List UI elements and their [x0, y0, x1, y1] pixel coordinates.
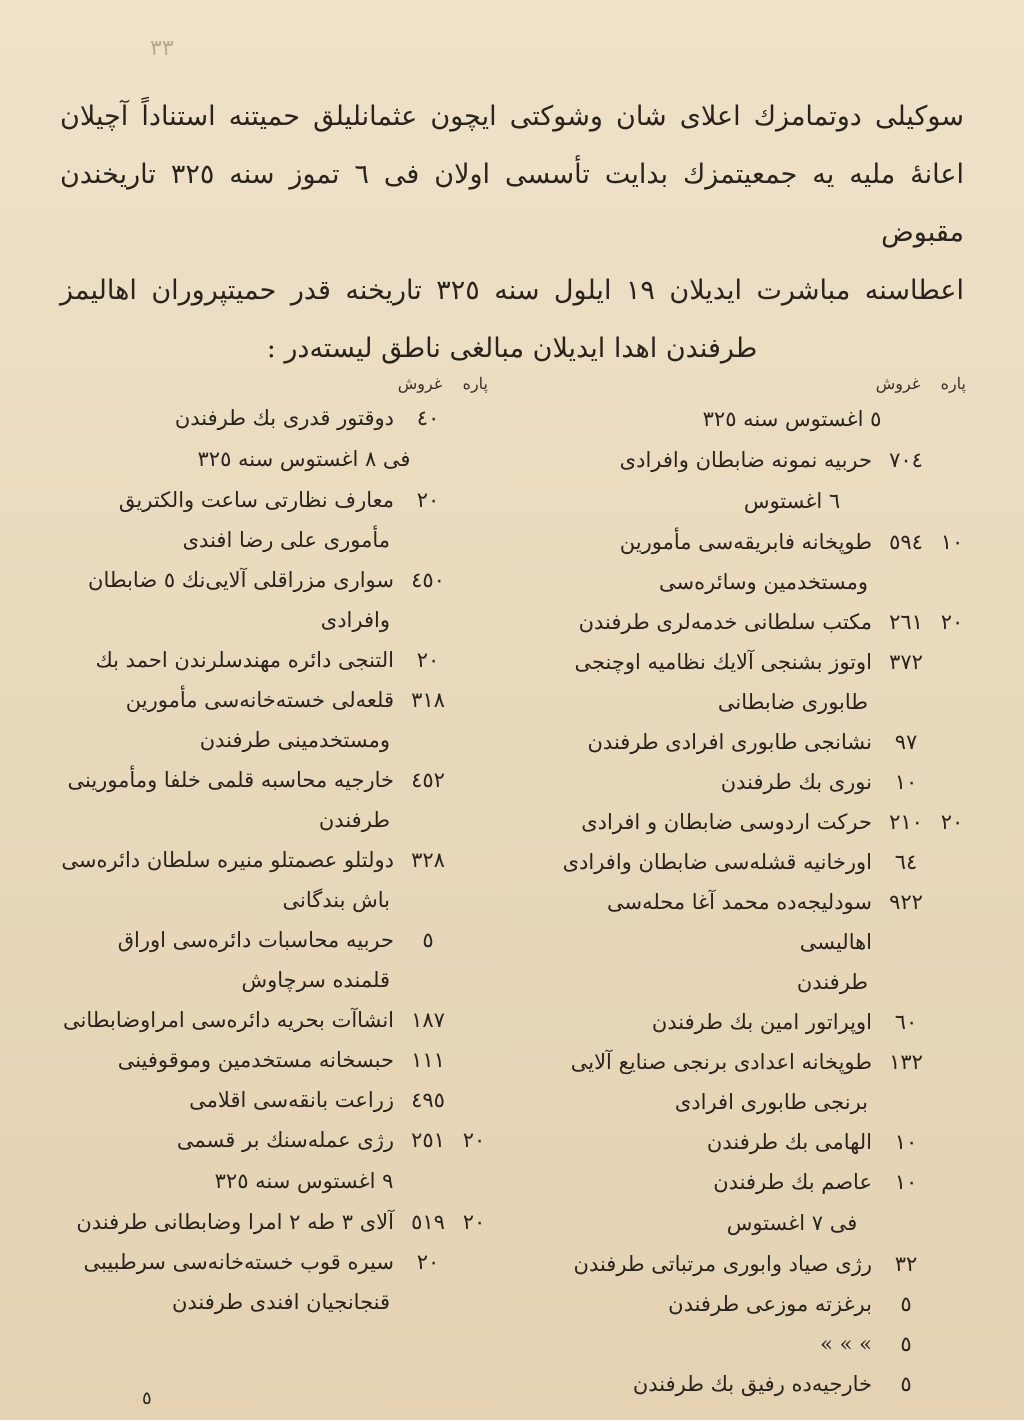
donation-entry — [552, 1364, 972, 1404]
amount-kurus: ٥ — [900, 1332, 912, 1356]
amount-kurus: ٢٦١ — [889, 610, 923, 634]
donation-entry — [54, 398, 494, 438]
intro-line: طرفندن اهدا ايديلان مبالغى ناطق ليسته‌در : — [266, 333, 758, 364]
header-para: پاره — [940, 374, 966, 393]
amount-kurus: ٢١٠ — [889, 810, 923, 834]
donor-description — [552, 1042, 880, 1122]
amount-kurus: ٤٠ — [416, 406, 440, 430]
description-line: طوپخانه اعدادى برنجى صنايع آلايى — [570, 1050, 872, 1074]
donor-description — [552, 522, 880, 602]
donor-description — [552, 642, 880, 722]
amount-kurus: ٥١٩ — [411, 1210, 445, 1234]
donor-description — [552, 1364, 880, 1404]
description-line: اورخانيه قشله‌سى ضابطان وافرادى — [562, 850, 872, 874]
donation-entry — [552, 882, 972, 1002]
description-line: وافرادى — [320, 608, 390, 632]
amount-kurus: ١٨٧ — [411, 1008, 445, 1032]
donor-description — [552, 1002, 880, 1042]
header-para: پاره — [462, 374, 488, 393]
amount-kurus: ٤٥٢ — [411, 768, 445, 792]
amount-para: ١٠ — [940, 530, 964, 554]
description-line: عاصم بك طرفندن — [713, 1170, 872, 1194]
date-subheading: ٩ اغستوس سنه ٣٢٥ — [214, 1169, 394, 1193]
description-line: انشاآت بحريه دائره‌سى امراوضابطانى — [63, 1008, 394, 1032]
donor-description — [552, 882, 880, 1002]
donation-entry — [552, 440, 972, 480]
donation-entry — [552, 1324, 972, 1364]
donation-entry — [54, 920, 494, 1000]
donor-description — [552, 1162, 880, 1202]
amount-kurus: ١٣٢ — [889, 1050, 923, 1074]
description-line: ومستخدمينى طرفندن — [199, 728, 390, 752]
amount-kurus: ٤٩٥ — [411, 1088, 445, 1112]
amount-kurus: ٢٠ — [416, 488, 440, 512]
donation-list-left — [54, 370, 494, 1322]
donor-description — [552, 762, 880, 802]
donation-entry — [54, 640, 494, 680]
donation-entry — [552, 522, 972, 602]
donor-description — [54, 920, 402, 1000]
description-line: مكتب سلطانى خدمه‌لرى طرفندن — [578, 610, 872, 634]
description-line: معارف نظارتى ساعت والكتريق — [118, 488, 394, 512]
donation-entry — [54, 1080, 494, 1120]
donor-description — [54, 560, 402, 640]
amount-kurus: ٥٩٤ — [889, 530, 923, 554]
description-line: التنجى دائره مهندسلرندن احمد بك — [95, 648, 394, 672]
description-line: حربيه نمونه ضابطان وافرادى — [619, 448, 872, 472]
description-line: برنجى طابورى افرادى — [674, 1090, 868, 1114]
description-line: اوتوز بشنجى آلايك نظاميه اوچنجى — [574, 650, 872, 674]
description-line: طابورى ضابطانى — [717, 690, 868, 714]
amount-kurus: ٢٠ — [416, 1250, 440, 1274]
donation-entry — [54, 1040, 494, 1080]
amount-kurus: ٣١٨ — [411, 688, 445, 712]
donor-description — [552, 802, 880, 842]
amount-kurus: ١٠ — [894, 1170, 918, 1194]
donor-description — [54, 1202, 402, 1242]
description-line: رژى صياد وابورى مرتباتى طرفندن — [573, 1252, 872, 1276]
amount-kurus: ٥ — [900, 1372, 912, 1396]
description-line: برغزته موزعى طرفندن — [668, 1292, 872, 1316]
donation-entry — [54, 480, 494, 560]
donor-description — [54, 1080, 402, 1120]
description-line: سوارى مزراقلى آلايى‌نك ٥ ضابطان — [88, 568, 394, 592]
description-line: سودليجه‌ده محمد آغا محله‌سى اهاليسى — [606, 890, 872, 954]
intro-paragraph — [60, 88, 964, 378]
description-line: قلعه‌لى خسته‌خانه‌سى مأمورين — [125, 688, 394, 712]
description-line: الهامى بك طرفندن — [706, 1130, 872, 1154]
donor-description — [552, 440, 880, 480]
donation-entry — [552, 1042, 972, 1122]
description-line: دوقتور قدرى بك طرفندن — [174, 406, 394, 430]
description-line: خارجيه‌ده رفيق بك طرفندن — [632, 1372, 872, 1396]
header-kurus: غروش — [875, 374, 921, 393]
donor-description — [552, 1244, 880, 1284]
amount-kurus: ٣٧٢ — [889, 650, 923, 674]
description-line: رژى عمله‌سنك بر قسمى — [176, 1128, 394, 1152]
page-number: ٥ — [142, 1388, 152, 1409]
donation-list-right — [552, 370, 972, 1404]
donor-description — [54, 1120, 402, 1160]
description-line: دولتلو عصمتلو منيره سلطان دائره‌سى — [61, 848, 394, 872]
amount-kurus: ٧٠٤ — [889, 448, 923, 472]
donor-description — [54, 840, 402, 920]
amount-para: ٢٠ — [462, 1210, 486, 1234]
header-kurus: غروش — [397, 374, 443, 393]
date-subheading: فى ٧ اغستوس — [726, 1211, 858, 1235]
donor-description — [54, 760, 402, 840]
donation-entry — [54, 560, 494, 640]
donor-description — [54, 480, 402, 560]
donation-entry — [54, 1000, 494, 1040]
description-line: قلمنده سرچاوش — [241, 968, 390, 992]
donor-description — [552, 602, 880, 642]
amount-kurus: ٤٥٠ — [411, 568, 445, 592]
description-line: زراعت بانقه‌سى اقلامى — [189, 1088, 394, 1112]
amount-kurus: ٢٥١ — [411, 1128, 445, 1152]
date-subheading: ٦ اغستوس — [743, 489, 841, 513]
donor-description — [552, 722, 880, 762]
amount-kurus: ٩٢٢ — [889, 890, 923, 914]
description-line: نشانجى طابورى افرادى طرفندن — [587, 730, 872, 754]
amount-kurus: ٦٤ — [894, 850, 918, 874]
description-line: آلاى ٣ طه ٢ امرا وضابطانى طرفندن — [76, 1210, 394, 1234]
column-header — [552, 370, 972, 398]
amount-para: ٢٠ — [462, 1128, 486, 1152]
column-header — [54, 370, 494, 398]
header-page-number: ٣٣ — [150, 36, 174, 61]
description-line: سيره قوب خسته‌خانه‌سى سرطبيبى — [83, 1250, 394, 1274]
amount-kurus: ٥ — [900, 1292, 912, 1316]
date-subheading: فى ٨ اغستوس سنه ٣٢٥ — [197, 447, 411, 471]
description-line: طرفندن — [796, 970, 868, 994]
donor-description — [54, 1242, 402, 1322]
donation-entry — [552, 762, 972, 802]
description-line: حبسخانه مستخدمين وموقوفينى — [117, 1048, 394, 1072]
description-line: طوپخانه فابريقه‌سى مأمورين — [619, 530, 872, 554]
description-line: باش بندگانى — [282, 888, 390, 912]
amount-kurus: ١١١ — [411, 1048, 445, 1072]
intro-line: سوكيلى دوتمامزك اعلاى شان وشوكتى ايچون عثمانليلق حميتنه استناداً آچيلان — [60, 101, 964, 132]
amount-para: ٢٠ — [940, 610, 964, 634]
amount-kurus: ٦٠ — [894, 1010, 918, 1034]
date-subheading: ٥ اغستوس سنه ٣٢٥ — [702, 407, 882, 431]
description-line: » » » — [820, 1332, 872, 1356]
donor-description — [552, 1284, 880, 1324]
donation-entry — [552, 842, 972, 882]
donation-entry — [552, 802, 972, 842]
donor-description — [54, 680, 402, 760]
description-line: نورى بك طرفندن — [720, 770, 872, 794]
donation-entry — [54, 1120, 494, 1160]
amount-kurus: ٥ — [422, 928, 434, 952]
donation-entry — [552, 1244, 972, 1284]
amount-kurus: ٣٢٨ — [411, 848, 445, 872]
donation-entry — [54, 840, 494, 920]
donation-entry — [54, 1242, 494, 1322]
amount-kurus: ١٠ — [894, 770, 918, 794]
donor-description — [552, 1324, 880, 1364]
amount-kurus: ١٠ — [894, 1130, 918, 1154]
donation-entry — [552, 1122, 972, 1162]
donor-description — [552, 842, 880, 882]
amount-kurus: ٣٢ — [894, 1252, 918, 1276]
description-line: حركت اردوسى ضابطان و افرادى — [581, 810, 872, 834]
donation-entry — [54, 680, 494, 760]
donation-entry — [552, 1284, 972, 1324]
donor-description — [552, 1122, 880, 1162]
description-line: قنجانجيان افندى طرفندن — [171, 1290, 390, 1314]
description-line: حربيه محاسبات دائره‌سى اوراق — [117, 928, 394, 952]
description-line: طرفندن — [318, 808, 390, 832]
intro-line: اعطاسنه مباشرت ايديلان ١٩ ايلول سنه ٣٢٥ تاريخنه قدر حميتپروران اهاليمز — [60, 275, 964, 306]
donation-entry — [552, 602, 972, 642]
donation-entry — [552, 1162, 972, 1202]
donation-entry — [54, 1202, 494, 1242]
donation-entry — [552, 642, 972, 722]
donor-description — [54, 1000, 402, 1040]
amount-kurus: ٩٧ — [894, 730, 918, 754]
description-line: مأمورى على رضا افندى — [182, 528, 390, 552]
amount-kurus: ٢٠ — [416, 648, 440, 672]
intro-line: اعانهٔ مليه يه جمعيتمزك بدايت تأسسى اولان فى ٦ تموز سنه ٣٢٥ تاريخندن مقبوض — [60, 159, 965, 248]
amount-para: ٢٠ — [940, 810, 964, 834]
description-line: ومستخدمين وسائره‌سى — [659, 570, 868, 594]
donation-entry — [54, 760, 494, 840]
donor-description — [54, 1040, 402, 1080]
donor-description — [54, 640, 402, 680]
donation-entry — [552, 1002, 972, 1042]
donor-description — [54, 398, 402, 438]
description-line: خارجيه محاسبه قلمى خلفا ومأمورينى — [67, 768, 394, 792]
description-line: اوپراتور امين بك طرفندن — [651, 1010, 872, 1034]
donation-entry — [552, 722, 972, 762]
